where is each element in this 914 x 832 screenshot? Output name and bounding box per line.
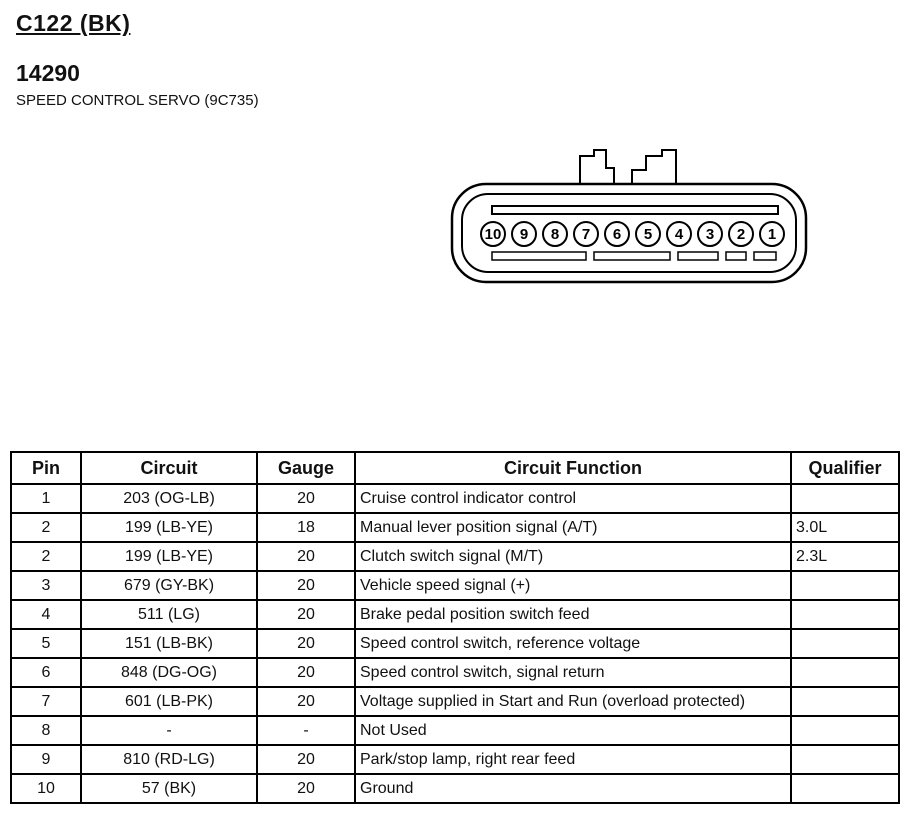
- gauge-cell: 20: [257, 542, 355, 571]
- connector-face-diagram: [448, 148, 810, 288]
- pin-cell: 3: [11, 571, 81, 600]
- pin-cell: 2: [11, 542, 81, 571]
- circuit-cell: 199 (LB-YE): [81, 542, 257, 571]
- key-slot: [492, 252, 586, 260]
- circuit-cell: 511 (LG): [81, 600, 257, 629]
- qualifier-cell: 2.3L: [791, 542, 899, 571]
- function-cell: Ground: [355, 774, 791, 803]
- pin-number: 7: [581, 226, 591, 243]
- circuit-cell: 151 (LB-BK): [81, 629, 257, 658]
- key-slot: [594, 252, 670, 260]
- circuit-cell: 679 (GY-BK): [81, 571, 257, 600]
- pin-cell: 4: [11, 600, 81, 629]
- circuit-cell: 601 (LB-PK): [81, 687, 257, 716]
- table-row: [11, 658, 899, 687]
- qualifier-cell: 3.0L: [791, 513, 899, 542]
- pin-cavity: [698, 222, 722, 246]
- circuit-cell: -: [81, 716, 257, 745]
- pin-number: 9: [519, 226, 529, 243]
- gauge-cell: -: [257, 716, 355, 745]
- gauge-cell: 20: [257, 774, 355, 803]
- qualifier-cell: [791, 484, 899, 513]
- connector-title: C122 (BK): [16, 10, 131, 36]
- column-header-gauge: Gauge: [257, 452, 355, 484]
- function-cell: Manual lever position signal (A/T): [355, 513, 791, 542]
- function-cell: Voltage supplied in Start and Run (overload protected): [355, 687, 791, 716]
- column-header-pin: Pin: [11, 452, 81, 484]
- pin-cell: 9: [11, 745, 81, 774]
- pin-cavity: [760, 222, 784, 246]
- qualifier-cell: [791, 716, 899, 745]
- key-slot: [678, 252, 718, 260]
- pinout-table: [10, 451, 900, 804]
- circuit-cell: 199 (LB-YE): [81, 513, 257, 542]
- circuit-cell: 203 (OG-LB): [81, 484, 257, 513]
- pin-cell: 8: [11, 716, 81, 745]
- pin-cavity: [605, 222, 629, 246]
- qualifier-cell: [791, 745, 899, 774]
- qualifier-cell: [791, 571, 899, 600]
- circuit-cell: 57 (BK): [81, 774, 257, 803]
- pin-number: 3: [705, 226, 715, 243]
- table-row: [11, 629, 899, 658]
- pin-cavity: [543, 222, 567, 246]
- gauge-cell: 20: [257, 658, 355, 687]
- locking-tab-right: [632, 150, 676, 184]
- gauge-cell: 20: [257, 687, 355, 716]
- function-cell: Not Used: [355, 716, 791, 745]
- function-cell: Cruise control indicator control: [355, 484, 791, 513]
- circuit-cell: 848 (DG-OG): [81, 658, 257, 687]
- key-slot: [754, 252, 776, 260]
- gauge-cell: 18: [257, 513, 355, 542]
- pin-number: 6: [612, 226, 622, 243]
- qualifier-cell: [791, 629, 899, 658]
- gauge-cell: 20: [257, 600, 355, 629]
- table-row: [11, 716, 899, 745]
- table-row: [11, 745, 899, 774]
- qualifier-cell: [791, 687, 899, 716]
- table-row: [11, 600, 899, 629]
- function-cell: Park/stop lamp, right rear feed: [355, 745, 791, 774]
- pin-cell: 10: [11, 774, 81, 803]
- qualifier-cell: [791, 774, 899, 803]
- table-header-row: [11, 452, 899, 484]
- pin-cell: 1: [11, 484, 81, 513]
- table-row: [11, 484, 899, 513]
- table-row: [11, 571, 899, 600]
- locking-tab-left: [580, 150, 614, 184]
- column-header-circuit: Circuit: [81, 452, 257, 484]
- pin-number: 8: [550, 226, 560, 243]
- table-row: [11, 513, 899, 542]
- pin-cell: 2: [11, 513, 81, 542]
- function-cell: Clutch switch signal (M/T): [355, 542, 791, 571]
- pin-cavity: [729, 222, 753, 246]
- pin-number: 5: [643, 226, 653, 243]
- qualifier-cell: [791, 600, 899, 629]
- gauge-cell: 20: [257, 629, 355, 658]
- column-header-function: Circuit Function: [355, 452, 791, 484]
- table-row: [11, 774, 899, 803]
- gauge-cell: 20: [257, 484, 355, 513]
- gauge-cell: 20: [257, 745, 355, 774]
- pin-cavity: [667, 222, 691, 246]
- function-cell: Vehicle speed signal (+): [355, 571, 791, 600]
- pin-number: 1: [767, 226, 777, 243]
- function-cell: Brake pedal position switch feed: [355, 600, 791, 629]
- table-row: [11, 687, 899, 716]
- column-header-qualifier: Qualifier: [791, 452, 899, 484]
- pin-number: 2: [736, 226, 746, 243]
- qualifier-cell: [791, 658, 899, 687]
- pin-number: 10: [484, 226, 502, 243]
- pin-cavity: [512, 222, 536, 246]
- keying-bar: [492, 206, 778, 214]
- pin-cell: 6: [11, 658, 81, 687]
- pin-cell: 5: [11, 629, 81, 658]
- pin-cell: 7: [11, 687, 81, 716]
- pin-cavity: [636, 222, 660, 246]
- function-cell: Speed control switch, reference voltage: [355, 629, 791, 658]
- circuit-cell: 810 (RD-LG): [81, 745, 257, 774]
- function-cell: Speed control switch, signal return: [355, 658, 791, 687]
- table-row: [11, 542, 899, 571]
- gauge-cell: 20: [257, 571, 355, 600]
- part-name: SPEED CONTROL SERVO (9C735): [16, 92, 259, 109]
- key-slot: [726, 252, 746, 260]
- part-number: 14290: [16, 60, 80, 86]
- pin-cavity: [574, 222, 598, 246]
- pin-cavity: [481, 222, 505, 246]
- pin-number: 4: [674, 226, 684, 243]
